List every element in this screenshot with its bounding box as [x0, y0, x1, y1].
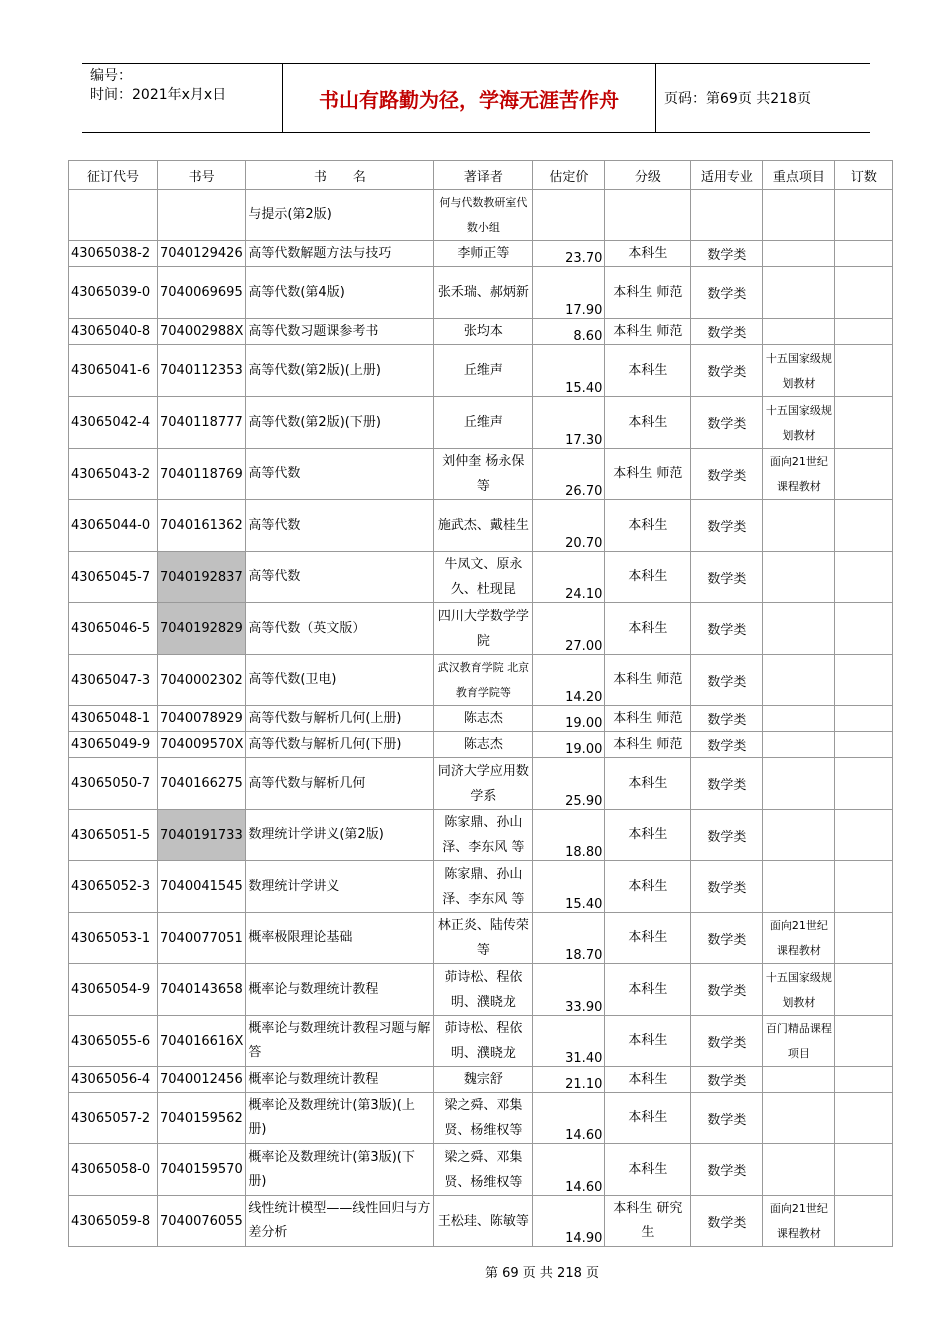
cell-price: 33.90: [533, 964, 605, 1016]
motto: 书山有路勤为径，学海无涯苦作舟: [282, 64, 656, 132]
cell-price: 23.70: [533, 241, 605, 267]
table-row: [69, 1144, 893, 1196]
cell-title: 高等代数(卫电): [246, 655, 434, 706]
cell-level: 本科生 师范: [605, 449, 691, 500]
table-row: [69, 241, 893, 267]
cell-order-qty: [835, 655, 893, 706]
cell-title: 概率论及数理统计(第3版)(上册): [246, 1093, 434, 1144]
cell-isbn: 7040002302: [158, 655, 246, 706]
table-row: [69, 500, 893, 552]
table-row: [69, 319, 893, 345]
cell-level: 本科生: [605, 913, 691, 964]
cell-isbn: 7040118777: [158, 397, 246, 449]
cell-order-qty: [835, 732, 893, 758]
cell-order-qty: [835, 1093, 893, 1144]
table-row: [69, 603, 893, 655]
cell-key-project: [763, 655, 835, 706]
cell-title: 概率论与数理统计教程: [246, 964, 434, 1016]
cell-major: 数学类: [691, 319, 763, 345]
cell-title: 线性统计模型——线性回归与方差分析: [246, 1196, 434, 1247]
cell-order-qty: [835, 1196, 893, 1247]
cell-order-qty: [835, 241, 893, 267]
cell-author: 四川大学数学学院: [434, 603, 533, 655]
cell-isbn: 7040012456: [158, 1067, 246, 1093]
table-row: [69, 552, 893, 603]
cell-major: 数学类: [691, 758, 763, 810]
cell-key-project: [763, 241, 835, 267]
col-header-level: 分级: [605, 161, 691, 190]
cell-isbn: 7040143658: [158, 964, 246, 1016]
cell-level: 本科生: [605, 758, 691, 810]
cell-major: 数学类: [691, 1016, 763, 1067]
cell-key-project: [763, 603, 835, 655]
cell-order-qty: [835, 913, 893, 964]
cell-level: 本科生: [605, 1144, 691, 1196]
cell-title: 概率极限理论基础: [246, 913, 434, 964]
cell-key-project: [763, 861, 835, 913]
cell-code: 43065059-8: [69, 1196, 158, 1247]
cell-price: 18.80: [533, 810, 605, 861]
table-row: [69, 964, 893, 1016]
cell-code: 43065056-4: [69, 1067, 158, 1093]
cell-price: 17.30: [533, 397, 605, 449]
cell-order-qty: [835, 1016, 893, 1067]
cell-major: 数学类: [691, 552, 763, 603]
cell-level: 本科生: [605, 603, 691, 655]
cell-key-project: [763, 319, 835, 345]
cell-title: 高等代数(第2版)(上册): [246, 345, 434, 397]
cell-code: 43065039-0: [69, 267, 158, 319]
cell-author: 张禾瑞、郝炳新: [434, 267, 533, 319]
cell-author: 陈志杰: [434, 732, 533, 758]
cell-price: 19.00: [533, 732, 605, 758]
cell-isbn: 7040192829: [158, 603, 246, 655]
cell-author: 丘维声: [434, 345, 533, 397]
cell-isbn: 7040191733: [158, 810, 246, 861]
cell-order-qty: [835, 758, 893, 810]
cell-title: 高等代数与解析几何: [246, 758, 434, 810]
table-row: [69, 1067, 893, 1093]
cell-major: 数学类: [691, 913, 763, 964]
col-header-price: 估定价: [533, 161, 605, 190]
cell-price: 24.10: [533, 552, 605, 603]
table-row: [69, 732, 893, 758]
page-info: 页码：第69页 共218页: [664, 91, 811, 107]
cell-isbn: 7040192837: [158, 552, 246, 603]
cell-major: 数学类: [691, 500, 763, 552]
cell-major: 数学类: [691, 1067, 763, 1093]
cell-isbn: 7040129426: [158, 241, 246, 267]
cell-isbn: 7040118769: [158, 449, 246, 500]
cell-order-qty: [835, 190, 893, 241]
cell-price: 27.00: [533, 603, 605, 655]
catalog-table: [68, 160, 893, 1247]
cell-isbn: 7040078929: [158, 706, 246, 732]
cell-title: 高等代数(第2版)(下册): [246, 397, 434, 449]
cell-author: 刘仲奎 杨永保等: [434, 449, 533, 500]
cell-key-project: [763, 706, 835, 732]
cell-level: 本科生: [605, 964, 691, 1016]
cell-level: 本科生: [605, 1016, 691, 1067]
cell-order-qty: [835, 964, 893, 1016]
cell-price: 15.40: [533, 345, 605, 397]
cell-major: 数学类: [691, 267, 763, 319]
cell-author: 茆诗松、程依明、濮晓龙: [434, 964, 533, 1016]
cell-title: 与提示(第2版): [246, 190, 434, 241]
table-row: [69, 397, 893, 449]
cell-level: 本科生 研究生: [605, 1196, 691, 1247]
document-header: [82, 63, 870, 133]
cell-title: 高等代数习题课参考书: [246, 319, 434, 345]
cell-author: 陈家鼎、孙山泽、李东风 等: [434, 810, 533, 861]
cell-author: 施武杰、戴桂生: [434, 500, 533, 552]
cell-price: 14.60: [533, 1093, 605, 1144]
cell-isbn: 7040069695: [158, 267, 246, 319]
cell-major: 数学类: [691, 655, 763, 706]
cell-major: 数学类: [691, 964, 763, 1016]
cell-author: 武汉教育学院 北京教育学院等: [434, 655, 533, 706]
cell-key-project: [763, 1093, 835, 1144]
cell-order-qty: [835, 603, 893, 655]
table-row: [69, 913, 893, 964]
cell-author: 李师正等: [434, 241, 533, 267]
cell-level: 本科生 师范: [605, 319, 691, 345]
cell-price: 15.40: [533, 861, 605, 913]
cell-title: 概率论与数理统计教程: [246, 1067, 434, 1093]
col-header-code: 征订代号: [69, 161, 158, 190]
cell-code: 43065050-7: [69, 758, 158, 810]
cell-code: 43065046-5: [69, 603, 158, 655]
cell-level: 本科生 师范: [605, 267, 691, 319]
cell-major: 数学类: [691, 345, 763, 397]
col-header-author: 著译者: [434, 161, 533, 190]
cell-order-qty: [835, 319, 893, 345]
cell-code: 43065051-5: [69, 810, 158, 861]
cell-price: 31.40: [533, 1016, 605, 1067]
cell-author: 魏宗舒: [434, 1067, 533, 1093]
cell-code: 43065048-1: [69, 706, 158, 732]
cell-order-qty: [835, 267, 893, 319]
cell-key-project: 百门精品课程项目: [763, 1016, 835, 1067]
table-row: [69, 449, 893, 500]
cell-order-qty: [835, 552, 893, 603]
cell-isbn: 7040077051: [158, 913, 246, 964]
cell-code: 43065044-0: [69, 500, 158, 552]
cell-code: 43065055-6: [69, 1016, 158, 1067]
cell-level: 本科生 师范: [605, 655, 691, 706]
table-row: [69, 655, 893, 706]
col-header-isbn: 书号: [158, 161, 246, 190]
cell-code: 43065058-0: [69, 1144, 158, 1196]
cell-author: 林正炎、陆传荣等: [434, 913, 533, 964]
table-row: [69, 267, 893, 319]
cell-isbn: 704009570X: [158, 732, 246, 758]
cell-key-project: 面向21世纪课程教材: [763, 913, 835, 964]
cell-author: 何与代数教研室代数小组: [434, 190, 533, 241]
cell-author: 茆诗松、程依明、濮晓龙: [434, 1016, 533, 1067]
cell-level: 本科生 师范: [605, 732, 691, 758]
cell-code: [69, 190, 158, 241]
cell-level: 本科生: [605, 552, 691, 603]
cell-major: 数学类: [691, 241, 763, 267]
cell-key-project: [763, 1144, 835, 1196]
cell-order-qty: [835, 1067, 893, 1093]
cell-order-qty: [835, 861, 893, 913]
cell-order-qty: [835, 1144, 893, 1196]
cell-price: 14.60: [533, 1144, 605, 1196]
cell-code: 43065052-3: [69, 861, 158, 913]
cell-key-project: [763, 1067, 835, 1093]
cell-code: 43065041-6: [69, 345, 158, 397]
col-header-key: 重点项目: [763, 161, 835, 190]
table-row: [69, 1016, 893, 1067]
cell-isbn: 7040112353: [158, 345, 246, 397]
code-label: 编号：: [90, 68, 132, 84]
cell-key-project: 十五国家级规划教材: [763, 345, 835, 397]
cell-title: 数理统计学讲义: [246, 861, 434, 913]
table-row: [69, 345, 893, 397]
cell-author: 王松珪、陈敏等: [434, 1196, 533, 1247]
cell-level: 本科生: [605, 345, 691, 397]
table-row: [69, 758, 893, 810]
cell-author: 同济大学应用数学系: [434, 758, 533, 810]
table-row: [69, 1093, 893, 1144]
cell-level: 本科生: [605, 397, 691, 449]
cell-isbn: 7040159562: [158, 1093, 246, 1144]
cell-price: 18.70: [533, 913, 605, 964]
cell-code: 43065054-9: [69, 964, 158, 1016]
cell-price: 8.60: [533, 319, 605, 345]
table-row: [69, 190, 893, 241]
cell-major: 数学类: [691, 810, 763, 861]
cell-price: 19.00: [533, 706, 605, 732]
cell-author: 陈志杰: [434, 706, 533, 732]
cell-isbn: 704002988X: [158, 319, 246, 345]
col-header-major: 适用专业: [691, 161, 763, 190]
col-header-qty: 订数: [835, 161, 893, 190]
cell-key-project: [763, 810, 835, 861]
table-header-row: [69, 161, 893, 190]
cell-isbn: 7040159570: [158, 1144, 246, 1196]
cell-major: 数学类: [691, 1196, 763, 1247]
page-footer: 第 69 页 共 218 页: [484, 1266, 600, 1281]
cell-isbn: 7040166275: [158, 758, 246, 810]
table-row: [69, 1196, 893, 1247]
table-row: [69, 706, 893, 732]
cell-order-qty: [835, 345, 893, 397]
cell-major: 数学类: [691, 603, 763, 655]
cell-level: 本科生: [605, 861, 691, 913]
cell-level: 本科生: [605, 500, 691, 552]
cell-code: 43065053-1: [69, 913, 158, 964]
cell-title: 高等代数与解析几何(下册): [246, 732, 434, 758]
col-header-title: 书 名: [246, 161, 434, 190]
cell-author: 张均本: [434, 319, 533, 345]
cell-price: 17.90: [533, 267, 605, 319]
cell-isbn: 7040041545: [158, 861, 246, 913]
cell-title: 高等代数解题方法与技巧: [246, 241, 434, 267]
cell-major: 数学类: [691, 1093, 763, 1144]
cell-author: 牛凤文、原永久、杜现昆: [434, 552, 533, 603]
cell-title: 数理统计学讲义(第2版): [246, 810, 434, 861]
table-row: [69, 861, 893, 913]
cell-price: 26.70: [533, 449, 605, 500]
cell-title: 高等代数: [246, 500, 434, 552]
cell-price: 20.70: [533, 500, 605, 552]
cell-author: 丘维声: [434, 397, 533, 449]
cell-key-project: [763, 267, 835, 319]
cell-key-project: 十五国家级规划教材: [763, 397, 835, 449]
cell-key-project: 十五国家级规划教材: [763, 964, 835, 1016]
cell-key-project: [763, 500, 835, 552]
cell-key-project: 面向21世纪课程教材: [763, 449, 835, 500]
cell-major: 数学类: [691, 1144, 763, 1196]
cell-isbn: 7040076055: [158, 1196, 246, 1247]
cell-title: 概率论与数理统计教程习题与解答: [246, 1016, 434, 1067]
cell-key-project: [763, 190, 835, 241]
cell-price: [533, 190, 605, 241]
cell-major: 数学类: [691, 861, 763, 913]
cell-author: 梁之舜、邓集贤、杨维权等: [434, 1144, 533, 1196]
cell-level: 本科生: [605, 810, 691, 861]
cell-code: 43065042-4: [69, 397, 158, 449]
cell-code: 43065045-7: [69, 552, 158, 603]
header-left: [90, 67, 226, 105]
cell-order-qty: [835, 397, 893, 449]
cell-title: 高等代数（英文版）: [246, 603, 434, 655]
table-body: [69, 190, 893, 1247]
cell-author: 梁之舜、邓集贤、杨维权等: [434, 1093, 533, 1144]
cell-key-project: [763, 732, 835, 758]
cell-level: 本科生: [605, 1067, 691, 1093]
cell-level: 本科生: [605, 1093, 691, 1144]
cell-isbn: 7040161362: [158, 500, 246, 552]
cell-price: 21.10: [533, 1067, 605, 1093]
cell-order-qty: [835, 810, 893, 861]
cell-code: 43065043-2: [69, 449, 158, 500]
cell-isbn: 704016616X: [158, 1016, 246, 1067]
cell-code: 43065057-2: [69, 1093, 158, 1144]
cell-title: 高等代数: [246, 449, 434, 500]
cell-title: 高等代数(第4版): [246, 267, 434, 319]
cell-code: 43065040-8: [69, 319, 158, 345]
cell-title: 高等代数: [246, 552, 434, 603]
cell-key-project: 面向21世纪课程教材: [763, 1196, 835, 1247]
cell-code: 43065047-3: [69, 655, 158, 706]
cell-order-qty: [835, 449, 893, 500]
cell-code: 43065049-9: [69, 732, 158, 758]
cell-price: 25.90: [533, 758, 605, 810]
cell-key-project: [763, 758, 835, 810]
cell-author: 陈家鼎、孙山泽、李东风 等: [434, 861, 533, 913]
cell-order-qty: [835, 706, 893, 732]
cell-level: 本科生: [605, 241, 691, 267]
cell-major: [691, 190, 763, 241]
cell-isbn: [158, 190, 246, 241]
cell-major: 数学类: [691, 706, 763, 732]
table-row: [69, 810, 893, 861]
cell-title: 高等代数与解析几何(上册): [246, 706, 434, 732]
cell-major: 数学类: [691, 732, 763, 758]
cell-price: 14.20: [533, 655, 605, 706]
date-text: 时间：2021年x月x日: [90, 87, 227, 103]
cell-level: [605, 190, 691, 241]
cell-level: 本科生 师范: [605, 706, 691, 732]
cell-major: 数学类: [691, 449, 763, 500]
cell-major: 数学类: [691, 397, 763, 449]
cell-price: 14.90: [533, 1196, 605, 1247]
cell-key-project: [763, 552, 835, 603]
cell-code: 43065038-2: [69, 241, 158, 267]
cell-title: 概率论及数理统计(第3版)(下册): [246, 1144, 434, 1196]
cell-order-qty: [835, 500, 893, 552]
